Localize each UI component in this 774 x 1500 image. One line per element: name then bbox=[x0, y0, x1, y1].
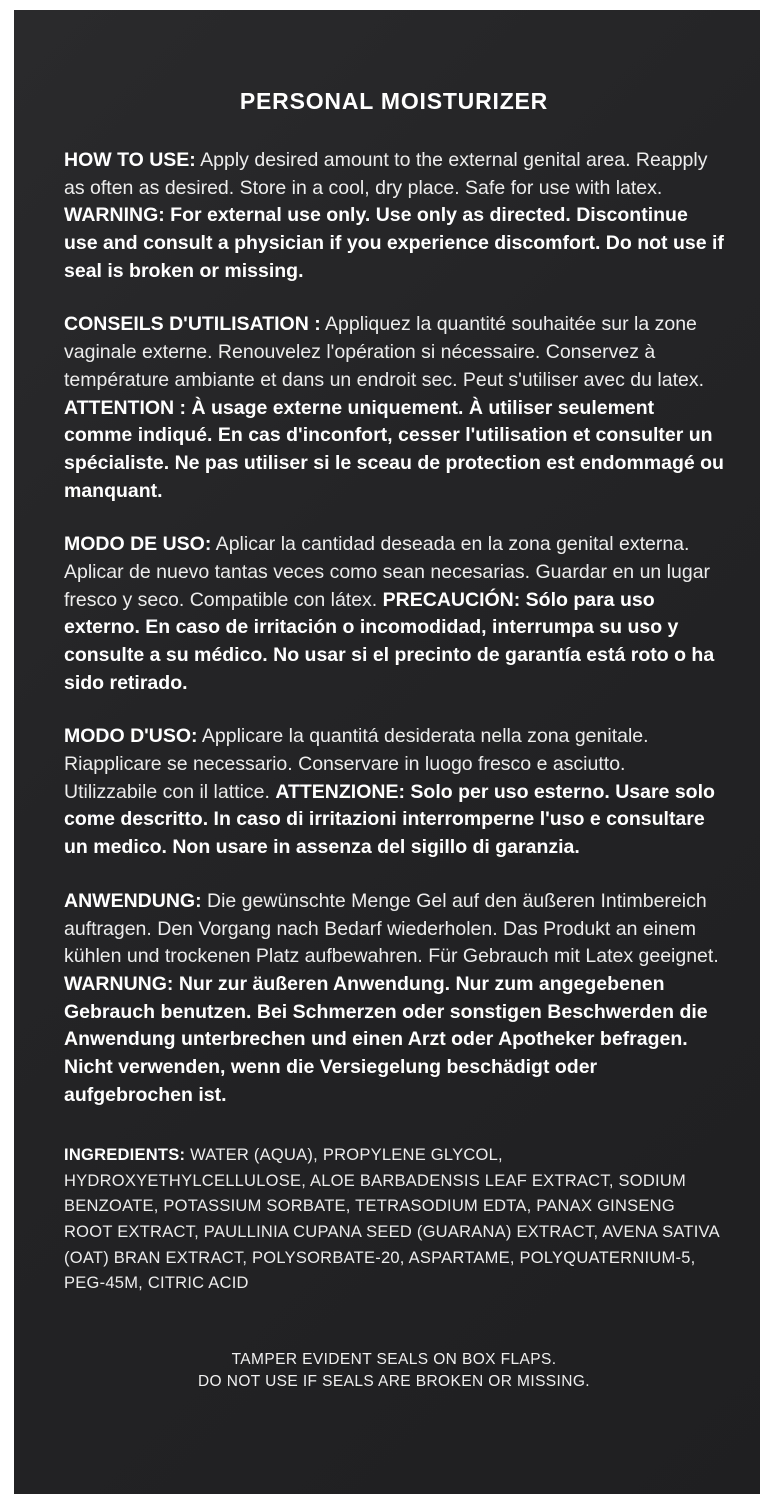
section-lead-english: HOW TO USE: bbox=[64, 149, 196, 171]
section-body-italian: Applicare la quantitá desiderata nella zona genitale. Riapplicare se necessario. Conservare in luogo fresco e asciutto. Utilizzabile con il lattice. bbox=[64, 725, 649, 803]
section-body-spanish: Aplicar la cantidad deseada en la zona genital externa. Aplicar de nuevo tantas veces como sean necesarias. Guardar en un lugar fresco y seco. Compatible con látex. bbox=[64, 533, 711, 611]
ingredients-list: WATER (AQUA), PROPYLENE GLYCOL, HYDROXYETHYLCELLULOSE, ALOE BARBADENSIS LEAF EXTRACT, SODIUM BENZOATE, POTASSIUM SORBATE, TETRASODIUM EDTA, PANAX GINSENG ROOT EXTRACT, PAULLINIA CUPANA SEED (GUARANA) EXTRACT, AVENA SATIVA (OAT) BRAN EXTRACT, POLYSORBATE-20, ASPARTAME, POLYQUATERNIUM-5, PEG-45M, CITRIC ACID bbox=[64, 1146, 719, 1293]
section-body-french: Appliquez la quantité souhaitée sur la zone vaginale externe. Renouvelez l'opération si nécessaire. Conservez à température ambiante et dans un endroit sec. Peut s'utiliser avec du latex. bbox=[64, 313, 704, 391]
section-warning-lead-spanish: PRECAUCIÓN: bbox=[382, 588, 521, 611]
section-body-english: Apply desired amount to the external genital area. Reapply as often as desired. Store in a cool, dry place. Safe for use with latex. bbox=[64, 149, 708, 199]
tamper-seal-notice bbox=[64, 1349, 724, 1394]
section-warning-lead-german: WARNUNG: bbox=[64, 972, 174, 995]
page-title: PERSONAL MOISTURIZER bbox=[239, 88, 549, 114]
section-lead-spanish: MODO DE USO: bbox=[64, 533, 212, 556]
section-lead-french: CONSEILS D'UTILISATION : bbox=[64, 313, 321, 336]
section-lead-italian: MODO D'USO: bbox=[64, 725, 198, 748]
product-package-panel bbox=[14, 10, 760, 1494]
instructions-section-italian bbox=[64, 723, 724, 861]
tamper-seal-line-1: TAMPER EVIDENT SEALS ON BOX FLAPS. bbox=[231, 1350, 557, 1368]
section-warning-body-english: For external use only. Use only as directed. Discontinue use and consult a physician if you experience discomfort. Do not use if seal is broken or missing. bbox=[64, 204, 724, 282]
ingredients-section bbox=[64, 1143, 724, 1296]
package-text-column bbox=[64, 10, 724, 1494]
section-warning-body-spanish: Sólo para uso externo. En caso de irritación o incomodidad, interrumpa su uso y consulte a su médico. No usar si el precinto de garantía está roto o ha sido retirado. bbox=[64, 588, 715, 694]
instructions-section-french bbox=[64, 311, 724, 505]
section-lead-german: ANWENDUNG: bbox=[64, 889, 202, 912]
section-body-german: Die gewünschte Menge Gel auf den äußeren Intimbereich auftragen. Den Vorgang nach Bedarf wiederholen. Das Produkt an einem kühlen und trockenen Platz aufbewahren. Für Gebrauch mit Latex geeignet. bbox=[64, 889, 719, 968]
section-warning-body-italian: Solo per uso esterno. Usare solo come descritto. In caso di irritazioni interromperne l'uso e consultare un medico. Non usare in assenza del sigillo di garanzia. bbox=[64, 780, 715, 859]
tamper-seal-line-2: DO NOT USE IF SEALS ARE BROKEN OR MISSING. bbox=[197, 1373, 591, 1391]
instructions-section-spanish bbox=[64, 531, 724, 697]
section-warning-body-german: Nur zur äußeren Anwendung. Nur zum angegebenen Gebrauch benutzen. Bei Schmerzen oder sonstigen Beschwerden die Anwendung unterbrechen und einen Arzt oder Apotheker befragen. Nicht verwenden, wenn die Versiegelung beschädigt oder aufgebrochen ist. bbox=[64, 972, 708, 1106]
section-warning-lead-french: ATTENTION : bbox=[64, 396, 187, 419]
instructions-section-english bbox=[64, 147, 724, 285]
ingredients-label: INGREDIENTS: bbox=[64, 1146, 186, 1165]
section-warning-lead-italian: ATTENZIONE: bbox=[275, 780, 405, 803]
section-warning-body-french: À usage externe uniquement. À utiliser seulement comme indiqué. En cas d'inconfort, cesser l'utilisation et consulter un spécialiste. Ne pas utiliser si le sceau de protection est endommagé ou manquant. bbox=[64, 396, 724, 502]
section-warning-lead-english: WARNING: bbox=[64, 204, 165, 227]
instructions-section-german bbox=[64, 888, 724, 1110]
